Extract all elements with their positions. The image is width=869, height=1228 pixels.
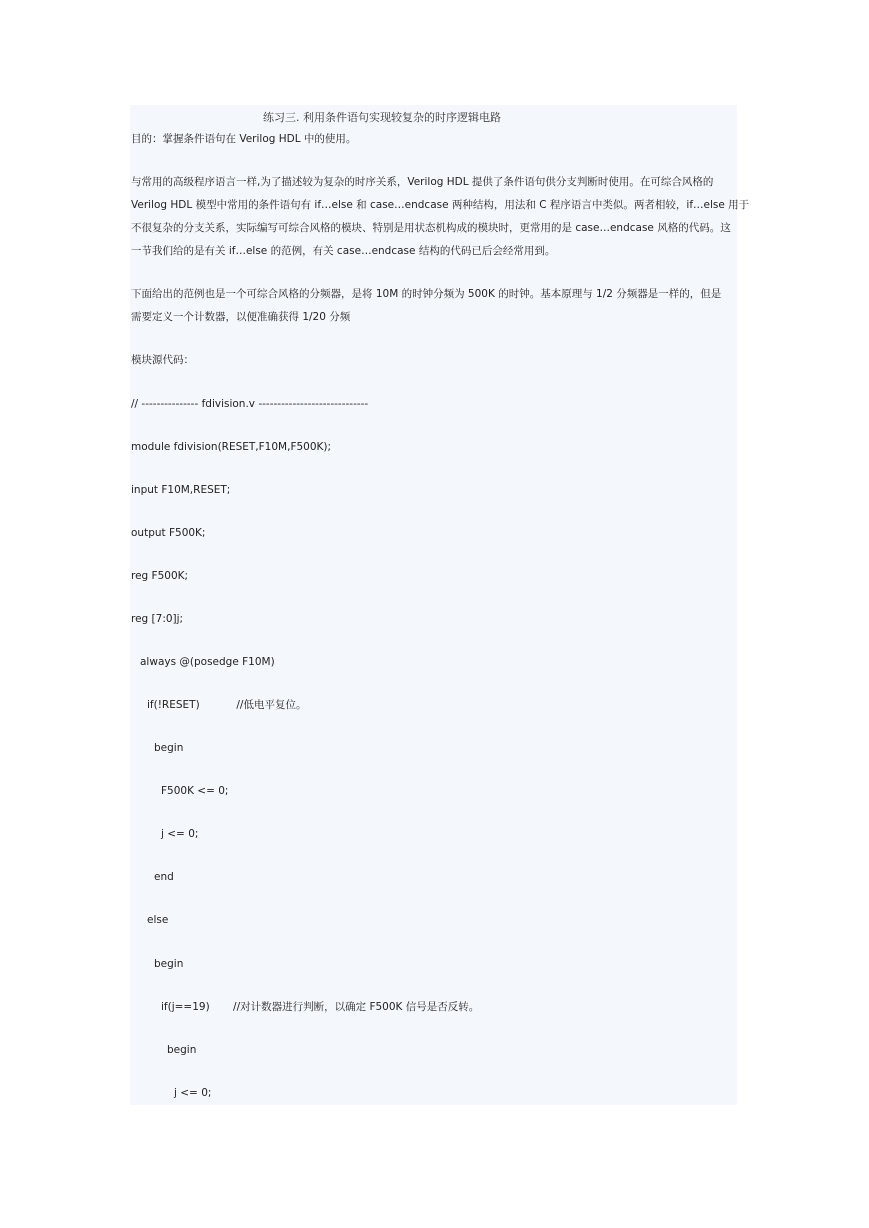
code-line: begin	[154, 958, 184, 970]
code-line: always @(posedge F10M)	[140, 656, 275, 668]
code-label: 模块源代码：	[131, 354, 194, 366]
intro-line: Verilog HDL 模型中常用的条件语句有 if…else 和 case…endcase 两种结构，用法和 C 程序语言中类似。两者相较，if…else 用于	[131, 199, 750, 211]
code-line: reg F500K;	[131, 570, 189, 582]
purpose-line: 目的：掌握条件语句在 Verilog HDL 中的使用。	[131, 133, 357, 145]
code-line: j <= 0;	[161, 828, 199, 840]
code-line: else	[147, 914, 169, 926]
code-line: module fdivision(RESET,F10M,F500K);	[131, 441, 332, 453]
code-line: j <= 0;	[174, 1087, 212, 1099]
document-title: 练习三. 利用条件语句实现较复杂的时序逻辑电路	[263, 111, 501, 124]
intro-line: 与常用的高级程序语言一样,为了描述较为复杂的时序关系，Verilog HDL 提供了条件语句供分支判断时使用。在可综合风格的	[131, 176, 714, 188]
code-line: input F10M,RESET;	[131, 484, 231, 496]
code-line: reg [7:0]j;	[131, 613, 184, 625]
code-line: end	[154, 871, 174, 883]
example-line: 需要定义一个计数器，以便准确获得 1/20 分频	[131, 311, 351, 323]
example-line: 下面给出的范例也是一个可综合风格的分频器，是将 10M 的时钟分频为 500K 的时钟。基本原理与 1/2 分频器是一样的，但是	[131, 288, 722, 300]
code-line: begin	[154, 742, 184, 754]
code-line: begin	[167, 1044, 197, 1056]
code-line: if(j==19) //对计数器进行判断，以确定 F500K 信号是否反转。	[161, 1001, 480, 1013]
code-line: // --------------- fdivision.v -----------------------------	[131, 398, 369, 410]
intro-line: 一节我们给的是有关 if…else 的范例，有关 case…endcase 结构的代码已后会经常用到。	[131, 245, 556, 257]
code-line: if(!RESET) //低电平复位。	[147, 699, 307, 711]
code-line: F500K <= 0;	[161, 785, 229, 797]
intro-line: 不很复杂的分支关系，实际编写可综合风格的模块、特别是用状态机构成的模块时，更常用的是 case…endcase 风格的代码。这	[131, 222, 731, 234]
code-line: output F500K;	[131, 527, 206, 539]
